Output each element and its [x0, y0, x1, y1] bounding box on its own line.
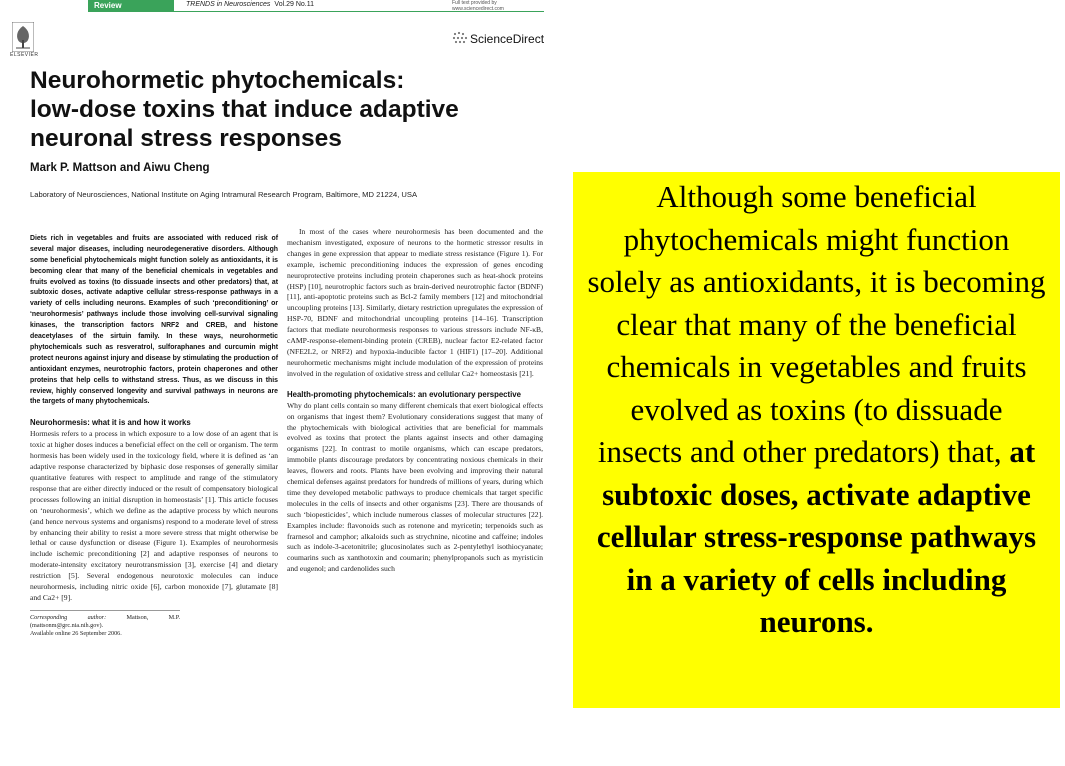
article-title	[30, 66, 540, 153]
highlighted-quote-box	[573, 172, 1060, 708]
section-tab: Review	[88, 0, 174, 11]
elsevier-tree-logo-icon	[12, 22, 34, 52]
quote-bold-text: at subtoxic doses, activate adaptive cellular stress-response pathways in a variety of cells including neurons.	[596, 434, 1037, 639]
fulltext-link[interactable]: Full text provided by www.sciencedirect.com	[452, 0, 504, 12]
journal-name: TRENDS in Neurosciences	[186, 1, 271, 8]
article-authors: Mark P. Mattson and Aiwu Cheng	[30, 162, 210, 174]
highlighted-quote	[587, 176, 1046, 644]
available-online: Available online 26 September 2006.	[30, 629, 122, 637]
quote-plain-text: Although some beneficial phytochemicals might function solely as antioxidants, it is becoming clear that many of the beneficial chemicals in vegetables and fruits evolved as toxins (to dissuade insects and other predators) that,	[587, 179, 1046, 469]
section-body-neurohormesis: Hormesis refers to a process in which exposure to a low dose of an agent that is toxic at higher doses induces a beneficial effect on the cell or organism. The term hormesis has been widely used in the toxicology field, where it is defined as ‘an adaptive response characterized by biphasic dose responses of generally similar quantitative features with respect to amplitude and range of the stimulatory response that are either directly induced or the result of compensatory biological processes following an initial disruption in homeostasis’ [1]. This article focuses on ‘neurohormesis’, which we define as the adaptive process by which neurons (and hence nervous systems and organisms) respond to a moderate level of stress by enhancing their ability to resist a more severe stress that might otherwise be lethal or cause dysfunction or disease (Figure 1). Examples of neurohormesis include ischemic preconditioning [2] and adaptive responses of neurons to moderate-intensity excitatory neurotransmission [3], exercise [4] and dietary restriction [5]. Several endogenous neurotoxic molecules can induce neurohormesis, including nitric oxide [6], carbon monoxide [7], glutamate [8] and Ca2+ [9].	[30, 429, 278, 602]
title-line-3: neuronal stress responses	[30, 125, 342, 152]
title-line-2: low-dose toxins that induce adaptive	[30, 96, 459, 123]
corresponding-author-footnote	[30, 610, 180, 638]
title-line-1: Neurohormetic phytochemicals:	[30, 67, 405, 94]
section-body-phytochemicals: Why do plant cells contain so many different chemicals that exert biological effects on organisms that ingest them? Evolutionary considerations suggest that many of the phytochemicals with biological activities that are beneficial for mammals evolved as toxins that protect the plants against insects and other damaging organisms [22]. In contrast to motile organisms, which can escape predators, immobile plants discourage predators by concentrating noxious chemicals in their leaves, flowers and roots. Plants have been evolving and improving their natural chemical defenses against predators for hundreds of millions of years, during which time they developed metabolic pathways to produce chemicals that target specific molecules in the cells of insects and other organisms [23]. There are thousands of such ‘biopesticides’, which include numerous classes of molecular structures [22]. Examples include: flavonoids such as rotenone and myricetin; terpenoids such as frarnesol and camphor; alkaloids such as strychnine, nicotine and caffeine; indoles such as indole-3-acetonitrile; glucosinolates such as 2-pentylethyl isothiocyanate; coumarins such as xanthotoxin and coumarin; phenylpropanols such as myristicin and eugenol; and cardenolides such	[287, 400, 543, 574]
right-column	[287, 227, 543, 575]
article-abstract: Diets rich in vegetables and fruits are associated with reduced risk of several major diseases, including neurodegenerative disorders. Although some beneficial phytochemicals might function solely as antioxidants, it is becoming clear that many of the beneficial chemicals in vegetables and fruits evolved as toxins (to dissuade insects and other predators) that, at subtoxic doses, activate adaptive cellular stress-response pathways in a variety of cells including neurons. Examples of such ‘preconditioning’ or ‘neurohormesis’ pathways include those involving cell-survival signaling kinases, the transcription factors NRF2 and CREB, and histone deacetylases of the sirtuin family. In these ways, neurohormetic phytochemicals such as resveratrol, sulforaphanes and curcumin might protect neurons against injury and disease by stimulating the production of antioxidant enzymes, neurotrophic factors, protein chaperones and other proteins that help cells to withstand stress. Thus, as we discuss in this review, highly conserved longevity and survival pathways in neurons are the targets of many phytochemicals.	[30, 234, 278, 406]
journal-header	[0, 0, 548, 60]
body-paragraph-mechanisms: In most of the cases where neurohormesis has been documented and the mechanism investigated, exposure of neurons to the hormetic stressor results in changes in gene expression that appear to mediate stress resistance (Figure 1). For example, ischemic preconditioning induces the expression of genes encoding neuroprotective proteins including protein chaperones such as heat-shock proteins (HSP) [10], neurotrophic factors such as brain-derived neurotrophic factor (BDNF) [11], anti-apoptotic proteins such as Bcl-2 family members [12] and mitochondrial uncoupling proteins [13]. Similarly, dietary restriction upregulates the expression of HSP-70, BDNF and mitochondrial uncoupling proteins [14–16]. Transcription factors that mediate neurohormesis responses to various stressors include NF-κB, cAMP-response-element-binding protein (CREB), nuclear factor E2-related factor (NFE2L2, or NRF2) and hypoxia-inducible factor 1 (HIF1) [17–20]. Additional neurohormetic mechanisms might include modulation of the expression of proteins involved in the regulation of oxidative stress and cellular Ca2+ homeostasis [21].	[287, 227, 543, 378]
author-affiliation: Laboratory of Neurosciences, National Institute on Aging Intramural Research Program, Baltimore, MD 21224, USA	[30, 190, 418, 199]
section-heading-phytochemicals: Health-promoting phytochemicals: an evolutionary perspective	[287, 389, 521, 399]
journal-citation	[186, 1, 314, 8]
footnote-text: Mattson, M.P. (mattsonm@grc.nia.nih.gov).	[30, 613, 180, 629]
journal-volume: Vol.29 No.11	[274, 1, 314, 8]
publisher-name: ELSEVIER	[10, 52, 39, 58]
sciencedirect-label: ScienceDirect	[470, 32, 545, 46]
footnote-label: Corresponding author:	[30, 613, 107, 621]
section-heading-neurohormesis: Neurohormesis: what it is and how it works	[30, 418, 191, 428]
sciencedirect-logo-icon	[452, 31, 468, 45]
left-column	[30, 227, 278, 638]
